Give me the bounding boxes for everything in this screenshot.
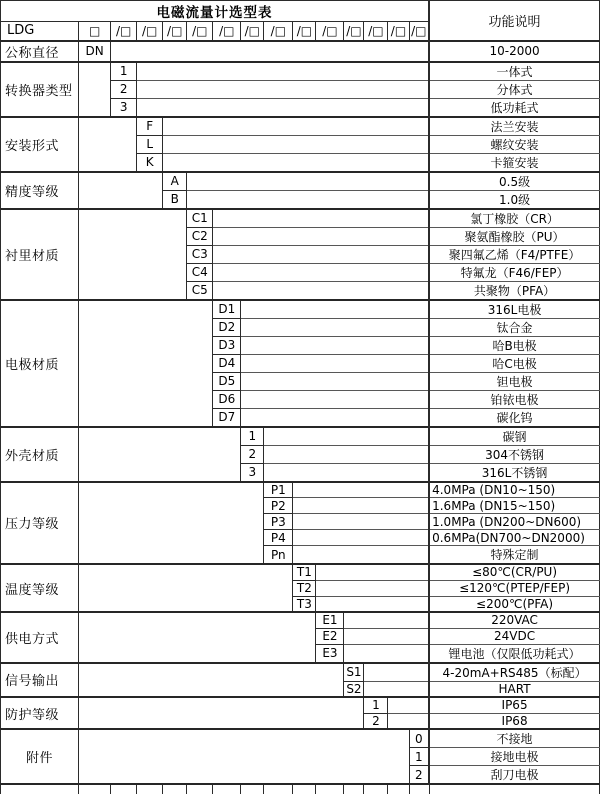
code-cell: L: [137, 135, 163, 153]
footer-cell: [429, 784, 599, 794]
description-cell: 铂铱电极: [429, 390, 599, 408]
filler-cell: [264, 445, 429, 463]
description-cell: 10-2000: [429, 41, 599, 62]
code-cell: C1: [187, 209, 213, 228]
code-cell: 1: [111, 62, 137, 81]
filler-cell: [241, 372, 429, 390]
title-row: [1, 1, 600, 22]
code-cell: T2: [293, 580, 316, 596]
description-cell: ≤200℃(PFA): [429, 596, 599, 612]
model-first-box: □: [79, 22, 111, 41]
category-label: 压力等级: [1, 482, 79, 565]
description-cell: 刮刀电极: [429, 766, 599, 785]
description-cell: 哈C电极: [429, 354, 599, 372]
description-cell: ≤80℃(CR/PU): [429, 564, 599, 580]
category-label: 防护等级: [1, 697, 79, 729]
code-cell: T1: [293, 564, 316, 580]
description-cell: 不接地: [429, 729, 599, 748]
code-cell: P2: [264, 498, 293, 514]
filler-cell: [187, 190, 429, 209]
table-row: [1, 41, 600, 62]
footer-tick-row: [1, 784, 600, 794]
filler-cell: [213, 281, 429, 300]
table-row: [1, 729, 600, 748]
table-row: [1, 117, 600, 136]
code-cell: 1: [364, 697, 388, 713]
filler-cell: [137, 98, 429, 117]
code-cell: P3: [264, 514, 293, 530]
filler-cell: [163, 153, 429, 172]
filler-cell: [293, 514, 429, 530]
description-cell: 哈B电极: [429, 336, 599, 354]
filler-cell: [364, 663, 429, 682]
table-row: [1, 172, 600, 191]
model-slot-box: /□: [409, 22, 429, 41]
description-cell: 分体式: [429, 80, 599, 98]
category-label: 电极材质: [1, 300, 79, 427]
blank-cell: [79, 172, 163, 209]
category-label: 附件: [1, 729, 79, 784]
code-cell: D2: [213, 318, 241, 336]
code-cell: A: [163, 172, 187, 191]
code-cell: E1: [316, 612, 344, 628]
table-row: [1, 612, 600, 628]
category-label: 转换器类型: [1, 62, 79, 117]
filler-cell: [137, 62, 429, 81]
footer-cell: [137, 784, 163, 794]
category-label: 信号输出: [1, 663, 79, 698]
table-row: [1, 564, 600, 580]
code-cell: S1: [344, 663, 364, 682]
blank-cell: [79, 209, 187, 300]
footer-cell: [264, 784, 293, 794]
description-cell: 304不锈钢: [429, 445, 599, 463]
description-cell: 接地电极: [429, 748, 599, 766]
description-cell: 螺纹安装: [429, 135, 599, 153]
category-label: 公称直径: [1, 41, 79, 62]
footer-cell: [293, 784, 316, 794]
filler-cell: [316, 580, 429, 596]
description-cell: 1.6MPa (DN15~150): [429, 498, 599, 514]
table-row: [1, 62, 600, 81]
filler-cell: [213, 263, 429, 281]
description-cell: 聚四氟乙烯（F4/PTFE）: [429, 245, 599, 263]
code-cell: T3: [293, 596, 316, 612]
filler-cell: [264, 463, 429, 482]
code-cell: DN: [79, 41, 111, 62]
filler-cell: [187, 172, 429, 191]
model-slot-box: /□: [241, 22, 264, 41]
description-cell: 法兰安装: [429, 117, 599, 136]
description-cell: IP68: [429, 713, 599, 729]
filler-cell: [316, 596, 429, 612]
code-cell: D4: [213, 354, 241, 372]
filler-cell: [388, 697, 429, 713]
filler-cell: [241, 336, 429, 354]
filler-cell: [241, 390, 429, 408]
category-label: 安装形式: [1, 117, 79, 172]
description-cell: 特殊定制: [429, 546, 599, 565]
code-cell: C2: [187, 227, 213, 245]
code-cell: B: [163, 190, 187, 209]
code-cell: S2: [344, 681, 364, 697]
footer-cell: [163, 784, 187, 794]
description-cell: 氯丁橡胶（CR）: [429, 209, 599, 228]
filler-cell: [213, 227, 429, 245]
code-cell: 2: [409, 766, 429, 785]
description-cell: 卡箍安装: [429, 153, 599, 172]
blank-cell: [79, 62, 111, 117]
filler-cell: [264, 427, 429, 446]
description-cell: 聚氨酯橡胶（PU）: [429, 227, 599, 245]
code-cell: 2: [241, 445, 264, 463]
blank-cell: [79, 482, 264, 565]
filler-cell: [241, 408, 429, 427]
code-cell: 1: [241, 427, 264, 446]
code-cell: 2: [364, 713, 388, 729]
function-column-header: 功能说明: [429, 1, 599, 41]
blank-cell: [79, 663, 344, 698]
code-cell: P4: [264, 530, 293, 546]
description-cell: 316L电极: [429, 300, 599, 319]
footer-cell: [316, 784, 344, 794]
description-cell: 0.5级: [429, 172, 599, 191]
filler-cell: [293, 498, 429, 514]
description-cell: 特氟龙（F46/FEP）: [429, 263, 599, 281]
code-cell: C5: [187, 281, 213, 300]
filler-cell: [213, 209, 429, 228]
category-label: 精度等级: [1, 172, 79, 209]
filler-cell: [293, 546, 429, 565]
description-cell: 低功耗式: [429, 98, 599, 117]
description-cell: 220VAC: [429, 612, 599, 628]
footer-cell: [187, 784, 213, 794]
code-cell: P1: [264, 482, 293, 498]
footer-cell: [409, 784, 429, 794]
model-slot-box: /□: [187, 22, 213, 41]
model-slot-box: /□: [316, 22, 344, 41]
category-label: 温度等级: [1, 564, 79, 612]
filler-cell: [213, 245, 429, 263]
code-cell: 3: [111, 98, 137, 117]
description-cell: 4.0MPa (DN10~150): [429, 482, 599, 498]
table-row: [1, 209, 600, 228]
filler-cell: [137, 80, 429, 98]
description-cell: 316L不锈钢: [429, 463, 599, 482]
blank-cell: [79, 612, 316, 663]
description-cell: 锂电池（仅限低功耗式）: [429, 644, 599, 663]
filler-cell: [241, 354, 429, 372]
category-label: 衬里材质: [1, 209, 79, 300]
code-cell: 0: [409, 729, 429, 748]
blank-cell: [79, 564, 293, 612]
description-cell: 钛合金: [429, 318, 599, 336]
code-cell: E2: [316, 628, 344, 644]
model-slot-box: /□: [137, 22, 163, 41]
model-slot-box: /□: [344, 22, 364, 41]
category-label: 供电方式: [1, 612, 79, 663]
filler-cell: [388, 713, 429, 729]
code-cell: K: [137, 153, 163, 172]
filler-cell: [344, 612, 429, 628]
table-row: [1, 300, 600, 319]
table-title: 电磁流量计选型表: [1, 1, 430, 22]
filler-cell: [344, 628, 429, 644]
code-cell: D6: [213, 390, 241, 408]
description-cell: 共聚物（PFA）: [429, 281, 599, 300]
footer-cell: [1, 784, 79, 794]
code-cell: Pn: [264, 546, 293, 565]
footer-cell: [344, 784, 364, 794]
code-cell: D7: [213, 408, 241, 427]
model-slot-box: /□: [264, 22, 293, 41]
description-cell: ≤120℃(PTEP/FEP): [429, 580, 599, 596]
filler-cell: [364, 681, 429, 697]
description-cell: 1.0MPa (DN200~DN600): [429, 514, 599, 530]
model-slot-box: /□: [213, 22, 241, 41]
description-cell: 碳化钨: [429, 408, 599, 427]
filler-cell: [344, 644, 429, 663]
footer-cell: [79, 784, 111, 794]
filler-cell: [163, 117, 429, 136]
table-row: [1, 697, 600, 713]
description-cell: 0.6MPa(DN700~DN2000): [429, 530, 599, 546]
description-cell: IP65: [429, 697, 599, 713]
code-cell: D5: [213, 372, 241, 390]
description-cell: 1.0级: [429, 190, 599, 209]
description-cell: 24VDC: [429, 628, 599, 644]
description-cell: 钽电极: [429, 372, 599, 390]
code-cell: D1: [213, 300, 241, 319]
filler-cell: [293, 482, 429, 498]
code-cell: C3: [187, 245, 213, 263]
description-cell: 4-20mA+RS485（标配）: [429, 663, 599, 682]
table-row: [1, 482, 600, 498]
footer-cell: [388, 784, 409, 794]
footer-cell: [213, 784, 241, 794]
table-row: [1, 427, 600, 446]
code-cell: E3: [316, 644, 344, 663]
filler-cell: [316, 564, 429, 580]
footer-cell: [241, 784, 264, 794]
filler-cell: [111, 41, 429, 62]
blank-cell: [79, 427, 241, 482]
code-cell: C4: [187, 263, 213, 281]
filler-cell: [241, 318, 429, 336]
description-cell: HART: [429, 681, 599, 697]
model-slot-box: /□: [388, 22, 409, 41]
code-cell: F: [137, 117, 163, 136]
filler-cell: [163, 135, 429, 153]
model-prefix: LDG: [1, 22, 79, 41]
model-slot-box: /□: [293, 22, 316, 41]
table-row: [1, 663, 600, 682]
footer-cell: [111, 784, 137, 794]
category-label: 外壳材质: [1, 427, 79, 482]
filler-cell: [241, 300, 429, 319]
code-cell: 3: [241, 463, 264, 482]
model-slot-box: /□: [163, 22, 187, 41]
description-cell: 碳钢: [429, 427, 599, 446]
code-cell: 2: [111, 80, 137, 98]
blank-cell: [79, 117, 137, 172]
model-slot-box: /□: [111, 22, 137, 41]
blank-cell: [79, 729, 409, 784]
footer-cell: [364, 784, 388, 794]
code-cell: 1: [409, 748, 429, 766]
filler-cell: [293, 530, 429, 546]
blank-cell: [79, 697, 364, 729]
model-slot-box: /□: [364, 22, 388, 41]
code-cell: D3: [213, 336, 241, 354]
blank-cell: [79, 300, 213, 427]
description-cell: 一体式: [429, 62, 599, 81]
